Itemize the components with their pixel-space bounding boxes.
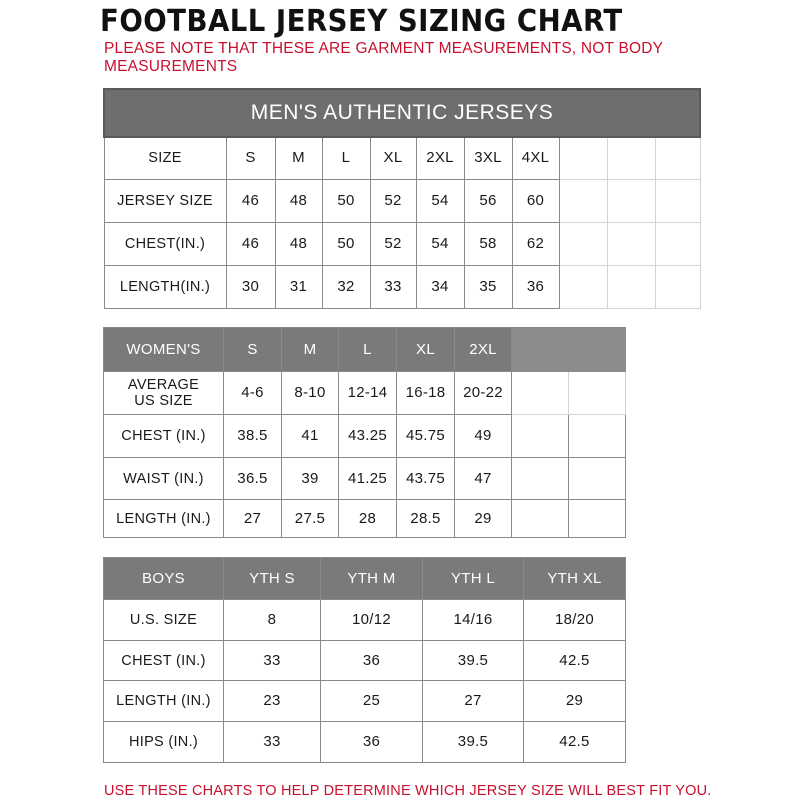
womens-size-col: S (224, 328, 282, 372)
cell: 56 (464, 179, 512, 222)
cell: 41 (282, 415, 339, 458)
cell: 46 (226, 179, 275, 222)
cell: 27.5 (282, 500, 339, 538)
empty-cell (655, 179, 700, 222)
empty-cell (607, 179, 655, 222)
mens-size-col: 2XL (416, 137, 464, 179)
cell: 43.25 (339, 415, 397, 458)
mens-size-col: 3XL (464, 137, 512, 179)
cell: 49 (455, 415, 512, 458)
row-label: HIPS (IN.) (104, 722, 224, 763)
row-label: U.S. SIZE (104, 600, 224, 641)
cell: 36 (321, 641, 423, 681)
empty-cell (559, 137, 607, 179)
page-title: FOOTBALL JERSEY SIZING CHART (100, 4, 623, 39)
boys-size-table (103, 557, 626, 763)
table-row (104, 722, 626, 763)
womens-size-col: M (282, 328, 339, 372)
footnote: USE THESE CHARTS TO HELP DETERMINE WHICH JERSEY SIZE WILL BEST FIT YOU. (104, 783, 712, 799)
cell: 45.75 (397, 415, 455, 458)
row-label: LENGTH(IN.) (104, 265, 226, 308)
empty-cell (607, 222, 655, 265)
womens-header-label: WOMEN'S (104, 328, 224, 372)
table-row (104, 458, 626, 500)
mens-banner: MEN'S AUTHENTIC JERSEYS (104, 89, 700, 137)
cell: 29 (524, 681, 626, 722)
boys-size-col: YTH S (224, 558, 321, 600)
cell: 39 (282, 458, 339, 500)
mens-size-col: L (322, 137, 370, 179)
womens-size-table (103, 327, 626, 538)
cell: 50 (322, 179, 370, 222)
row-label: CHEST (IN.) (104, 641, 224, 681)
cell: 28.5 (397, 500, 455, 538)
row-label: WAIST (IN.) (104, 458, 224, 500)
measurement-note: PLEASE NOTE THAT THESE ARE GARMENT MEASUREMENTS, NOT BODY MEASUREMENTS (104, 40, 663, 75)
row-label: AVERAGE US SIZE (104, 372, 224, 415)
empty-cell (655, 265, 700, 308)
table-row (104, 600, 626, 641)
cell: 41.25 (339, 458, 397, 500)
womens-size-col: L (339, 328, 397, 372)
cell: 46 (226, 222, 275, 265)
boys-size-col: YTH M (321, 558, 423, 600)
mens-size-col: M (275, 137, 322, 179)
boys-header-row (104, 558, 626, 600)
cell: 14/16 (423, 600, 524, 641)
empty-cell (512, 500, 569, 538)
row-label: CHEST (IN.) (104, 415, 224, 458)
boys-size-col: YTH L (423, 558, 524, 600)
empty-cell (655, 137, 700, 179)
empty-cell (607, 137, 655, 179)
table-row (104, 222, 700, 265)
cell: 58 (464, 222, 512, 265)
cell: 42.5 (524, 641, 626, 681)
empty-cell (569, 328, 626, 372)
cell: 32 (322, 265, 370, 308)
cell: 31 (275, 265, 322, 308)
cell: 23 (224, 681, 321, 722)
mens-size-table (103, 88, 701, 309)
cell: 47 (455, 458, 512, 500)
empty-cell (569, 415, 626, 458)
womens-size-col: 2XL (455, 328, 512, 372)
row-label: LENGTH (IN.) (104, 681, 224, 722)
cell: 4-6 (224, 372, 282, 415)
boys-size-col: YTH XL (524, 558, 626, 600)
table-row (104, 179, 700, 222)
row-label: CHEST(IN.) (104, 222, 226, 265)
empty-cell (559, 265, 607, 308)
cell: 34 (416, 265, 464, 308)
table-row (104, 265, 700, 308)
empty-cell (512, 372, 569, 415)
cell: 12-14 (339, 372, 397, 415)
cell: 10/12 (321, 600, 423, 641)
cell: 35 (464, 265, 512, 308)
cell: 33 (370, 265, 416, 308)
cell: 60 (512, 179, 559, 222)
empty-cell (569, 500, 626, 538)
cell: 39.5 (423, 641, 524, 681)
row-label: LENGTH (IN.) (104, 500, 224, 538)
cell: 8 (224, 600, 321, 641)
empty-cell (569, 372, 626, 415)
table-row (104, 681, 626, 722)
cell: 18/20 (524, 600, 626, 641)
cell: 16-18 (397, 372, 455, 415)
cell: 48 (275, 222, 322, 265)
cell: 48 (275, 179, 322, 222)
empty-cell (607, 265, 655, 308)
cell: 43.75 (397, 458, 455, 500)
cell: 36 (321, 722, 423, 763)
womens-header-row (104, 328, 626, 372)
cell: 8-10 (282, 372, 339, 415)
mens-header-label: SIZE (104, 137, 226, 179)
cell: 62 (512, 222, 559, 265)
cell: 20-22 (455, 372, 512, 415)
cell: 39.5 (423, 722, 524, 763)
cell: 29 (455, 500, 512, 538)
table-row (104, 415, 626, 458)
cell: 28 (339, 500, 397, 538)
cell: 27 (224, 500, 282, 538)
empty-cell (512, 458, 569, 500)
cell: 36 (512, 265, 559, 308)
cell: 52 (370, 179, 416, 222)
mens-size-col: XL (370, 137, 416, 179)
cell: 52 (370, 222, 416, 265)
cell: 33 (224, 641, 321, 681)
cell: 33 (224, 722, 321, 763)
mens-size-col: 4XL (512, 137, 559, 179)
empty-cell (559, 179, 607, 222)
table-row (104, 500, 626, 538)
mens-header-row (104, 137, 700, 179)
mens-size-col: S (226, 137, 275, 179)
empty-cell (655, 222, 700, 265)
cell: 36.5 (224, 458, 282, 500)
cell: 27 (423, 681, 524, 722)
cell: 50 (322, 222, 370, 265)
empty-cell (569, 458, 626, 500)
empty-cell (512, 415, 569, 458)
table-row (104, 372, 626, 415)
cell: 25 (321, 681, 423, 722)
cell: 30 (226, 265, 275, 308)
cell: 42.5 (524, 722, 626, 763)
cell: 54 (416, 222, 464, 265)
boys-header-label: BOYS (104, 558, 224, 600)
cell: 38.5 (224, 415, 282, 458)
cell: 54 (416, 179, 464, 222)
row-label: JERSEY SIZE (104, 179, 226, 222)
womens-size-col: XL (397, 328, 455, 372)
empty-cell (559, 222, 607, 265)
table-row (104, 641, 626, 681)
empty-cell (512, 328, 569, 372)
